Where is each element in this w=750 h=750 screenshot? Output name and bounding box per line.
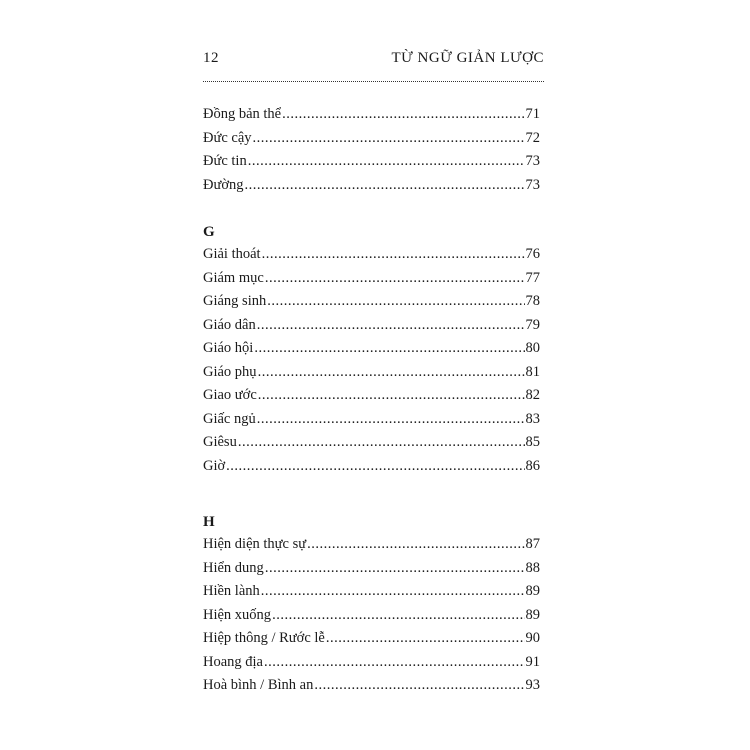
index-entry: [203, 607, 540, 631]
entry-page-number: 83: [525, 410, 540, 427]
index-entry: [203, 630, 540, 654]
dot-leader: [307, 536, 524, 553]
entry-page-number: 82: [525, 387, 540, 403]
section-gap: [203, 481, 540, 514]
entry-term: Giải thoát: [203, 246, 261, 262]
dot-leader: [314, 677, 524, 694]
index-entry: [203, 458, 540, 482]
dot-leader: [257, 317, 525, 334]
dot-leader: [261, 583, 525, 600]
entry-page-number: 89: [525, 606, 540, 623]
entry-page-number: 73: [525, 153, 540, 169]
entry-term: Đức cậy: [203, 129, 252, 146]
dot-leader: [272, 607, 524, 624]
entry-term: Giáo hội: [203, 340, 254, 356]
entry-term: Giám mục: [203, 269, 264, 286]
section-letter: G: [203, 224, 215, 240]
entry-term: Hiện diện thực sự: [203, 536, 307, 552]
dot-leader: [262, 246, 525, 263]
entry-page-number: 78: [525, 293, 540, 309]
entry-page-number: 72: [525, 129, 540, 146]
dot-leader: [253, 130, 525, 147]
dot-leader: [257, 411, 525, 428]
entry-term: Giêsu: [203, 434, 237, 450]
index-entry: [203, 106, 540, 130]
index-entry: [203, 677, 540, 701]
entry-term: Giao ước: [203, 387, 257, 403]
dot-leader: [265, 270, 525, 287]
entry-page-number: 90: [525, 630, 540, 646]
index-entry: [203, 560, 540, 584]
entry-term: Hiển dung: [203, 559, 264, 576]
entry-term: Đồng bản thể: [203, 106, 282, 122]
index-entry: [203, 246, 540, 270]
index-entry: [203, 340, 540, 364]
entry-page-number: 71: [525, 106, 540, 122]
index-entry: [203, 387, 540, 411]
entry-page-number: 81: [525, 363, 540, 380]
index-list: [203, 106, 540, 701]
dot-leader: [282, 106, 524, 123]
entry-page-number: 76: [525, 246, 540, 262]
entry-page-number: 93: [525, 677, 540, 693]
dot-leader: [226, 458, 524, 475]
entry-page-number: 88: [525, 559, 540, 576]
index-entry: [203, 177, 540, 201]
dot-leader: [258, 364, 525, 381]
entry-page-number: 85: [525, 434, 540, 450]
header-rule: [203, 81, 544, 82]
dot-leader: [258, 387, 525, 404]
entry-page-number: 87: [525, 536, 540, 552]
page-header: [203, 50, 544, 67]
entry-term: Đức tin: [203, 153, 247, 169]
dot-leader: [248, 153, 525, 170]
index-entry: [203, 130, 540, 154]
entry-page-number: 73: [525, 176, 540, 193]
entry-term: Giấc ngủ: [203, 410, 256, 427]
entry-term: Giờ: [203, 457, 226, 474]
index-entry: [203, 364, 540, 388]
index-entry: [203, 293, 540, 317]
index-entry: [203, 317, 540, 341]
entry-page-number: 77: [525, 269, 540, 286]
entry-term: Hoang địa: [203, 653, 263, 670]
entry-page-number: 79: [525, 316, 540, 333]
running-title: TỪ NGỮ GIẢN LƯỢC: [391, 50, 544, 66]
entry-page-number: 89: [525, 583, 540, 599]
dot-leader: [326, 630, 525, 647]
entry-page-number: 80: [525, 340, 540, 356]
section-gap: [203, 200, 540, 224]
dot-leader: [264, 654, 525, 671]
entry-term: Đường: [203, 176, 244, 193]
index-entry: [203, 270, 540, 294]
entry-term: Hiền lành: [203, 583, 260, 599]
section-letter: H: [203, 514, 215, 530]
index-entry: [203, 411, 540, 435]
dot-leader: [254, 340, 524, 357]
entry-term: Hiện xuống: [203, 606, 272, 623]
dot-leader: [238, 434, 525, 451]
entry-term: Hiệp thông / Rước lễ: [203, 630, 325, 646]
page-number: 12: [203, 50, 219, 66]
dot-leader: [265, 560, 525, 577]
entry-term: Hoà bình / Bình an: [203, 677, 314, 693]
index-entry: [203, 583, 540, 607]
index-entry: [203, 153, 540, 177]
index-entry: [203, 434, 540, 458]
dot-leader: [267, 293, 524, 310]
index-entry: [203, 654, 540, 678]
entry-page-number: 86: [525, 457, 540, 474]
index-entry: [203, 536, 540, 560]
entry-term: Giáng sinh: [203, 293, 267, 309]
dot-leader: [245, 177, 525, 194]
entry-term: Giáo dân: [203, 316, 256, 333]
entry-term: Giáo phụ: [203, 363, 257, 380]
entry-page-number: 91: [525, 653, 540, 670]
